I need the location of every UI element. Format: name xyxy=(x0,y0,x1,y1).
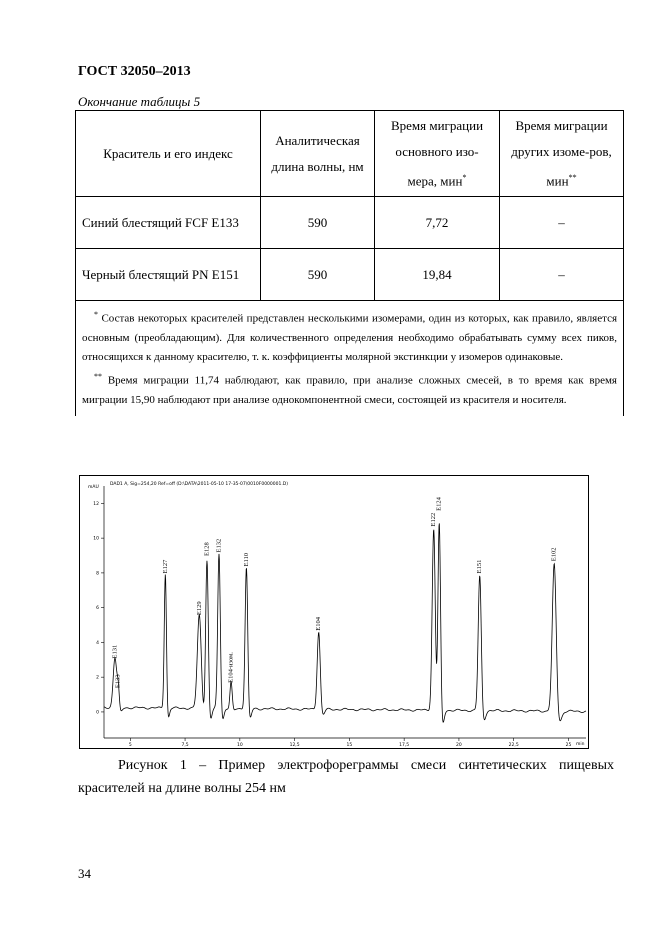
y-tick-label: 4 xyxy=(96,640,99,646)
x-tick-label: 7,5 xyxy=(181,743,189,748)
peak-label: E131 xyxy=(111,644,119,659)
page-number: 34 xyxy=(78,866,91,881)
table-row xyxy=(76,197,624,249)
document-id: ГОСТ 32050–2013 xyxy=(78,64,191,79)
table-caption: Окончание таблицы 5 xyxy=(78,94,201,109)
y-tick-label: 8 xyxy=(96,571,99,577)
x-tick-label: 12,5 xyxy=(289,743,300,748)
table-row xyxy=(76,249,624,301)
y-tick-label: 2 xyxy=(96,675,99,681)
peak-label: E104 xyxy=(315,616,323,631)
column-header-wavelength: Аналитическая длина волны, нм xyxy=(261,111,375,197)
table-notes xyxy=(76,301,624,416)
figure-caption: Рисунок 1 – Пример электрофореграммы смеси синтетических пищевых красителей на длине волны 254 нм xyxy=(78,758,614,796)
peak-label: E151 xyxy=(476,559,484,574)
main-time-cell: 7,72 xyxy=(375,197,500,249)
column-header-main-time: Время миграции основного изо-мера, мин* xyxy=(375,111,500,197)
peak-label: E102 xyxy=(550,547,558,562)
y-unit-label: mAU xyxy=(88,485,99,490)
y-tick-label: 6 xyxy=(96,606,99,612)
peak-label: E129 xyxy=(195,601,203,616)
peak-label: E133 xyxy=(114,674,122,689)
dye-name: Синий блестящий FCF E133 xyxy=(76,197,261,249)
x-tick-label: 17,5 xyxy=(399,743,410,748)
dye-name: Черный блестящий PN E151 xyxy=(76,249,261,301)
footnote-marker: ** xyxy=(94,371,102,381)
main-time-cell: 19,84 xyxy=(375,249,500,301)
notes-row xyxy=(76,301,624,416)
footnote-marker: * xyxy=(94,310,98,320)
y-tick-label: 0 xyxy=(96,710,99,716)
y-tick-label: 10 xyxy=(93,536,99,542)
x-tick-label: 5 xyxy=(128,743,132,748)
x-tick-label: 10 xyxy=(236,743,243,748)
footnote-1: * Состав некоторых красителей представлен несколькими изомерами, один из которых, как правило, является основным (преобладающим). Для количественного определения необходимо обрабатывать сумму всех пиков, относящихся к данному красителю, т. к. коэффициенты молярной экстинкции у изомеров одинаковые. xyxy=(82,310,618,363)
x-tick-label: 15 xyxy=(346,743,353,748)
wavelength-cell: 590 xyxy=(261,197,375,249)
table-header-row xyxy=(76,111,624,197)
peak-label: E127 xyxy=(161,559,169,574)
column-header-dye: Краситель и его индекс xyxy=(76,111,261,197)
x-unit-label: min xyxy=(576,742,585,747)
footnote-marker: * xyxy=(462,173,467,182)
footnote-marker: ** xyxy=(568,173,577,182)
x-tick-label: 20 xyxy=(456,743,462,748)
x-tick-label: 22,5 xyxy=(508,743,519,748)
figure-header-text: DAD1 A, Sig=254,20 Ref=off (D:\DATA\2011-05-10 17-35-07\0010F0000001.D) xyxy=(110,482,289,487)
peak-label: E132 xyxy=(215,538,223,553)
peak-label: E124 xyxy=(435,497,443,511)
footnote-2: ** Время миграции 11,74 наблюдают, как правило, при анализе сложных смесей, в то время как время миграции 15,90 наблюдают при анализе однокомпонентной смеси, состоящей из красителя и носителя. xyxy=(82,371,617,406)
peak-label: E128 xyxy=(203,542,211,556)
other-time-cell: – xyxy=(500,249,624,301)
signal-trace xyxy=(104,523,586,722)
peak-label: E122 xyxy=(430,512,438,527)
peak-label: E104-изом. xyxy=(227,652,235,683)
data-table xyxy=(75,110,624,416)
peak-label: E110 xyxy=(242,552,250,567)
wavelength-cell: 590 xyxy=(261,249,375,301)
x-tick-label: 25 xyxy=(565,743,572,748)
column-header-other-time: Время миграции других изоме-ров, мин** xyxy=(500,111,624,197)
y-tick-label: 12 xyxy=(93,501,99,507)
other-time-cell: – xyxy=(500,197,624,249)
electropherogram-chart xyxy=(80,476,588,748)
electropherogram-figure xyxy=(79,475,589,749)
